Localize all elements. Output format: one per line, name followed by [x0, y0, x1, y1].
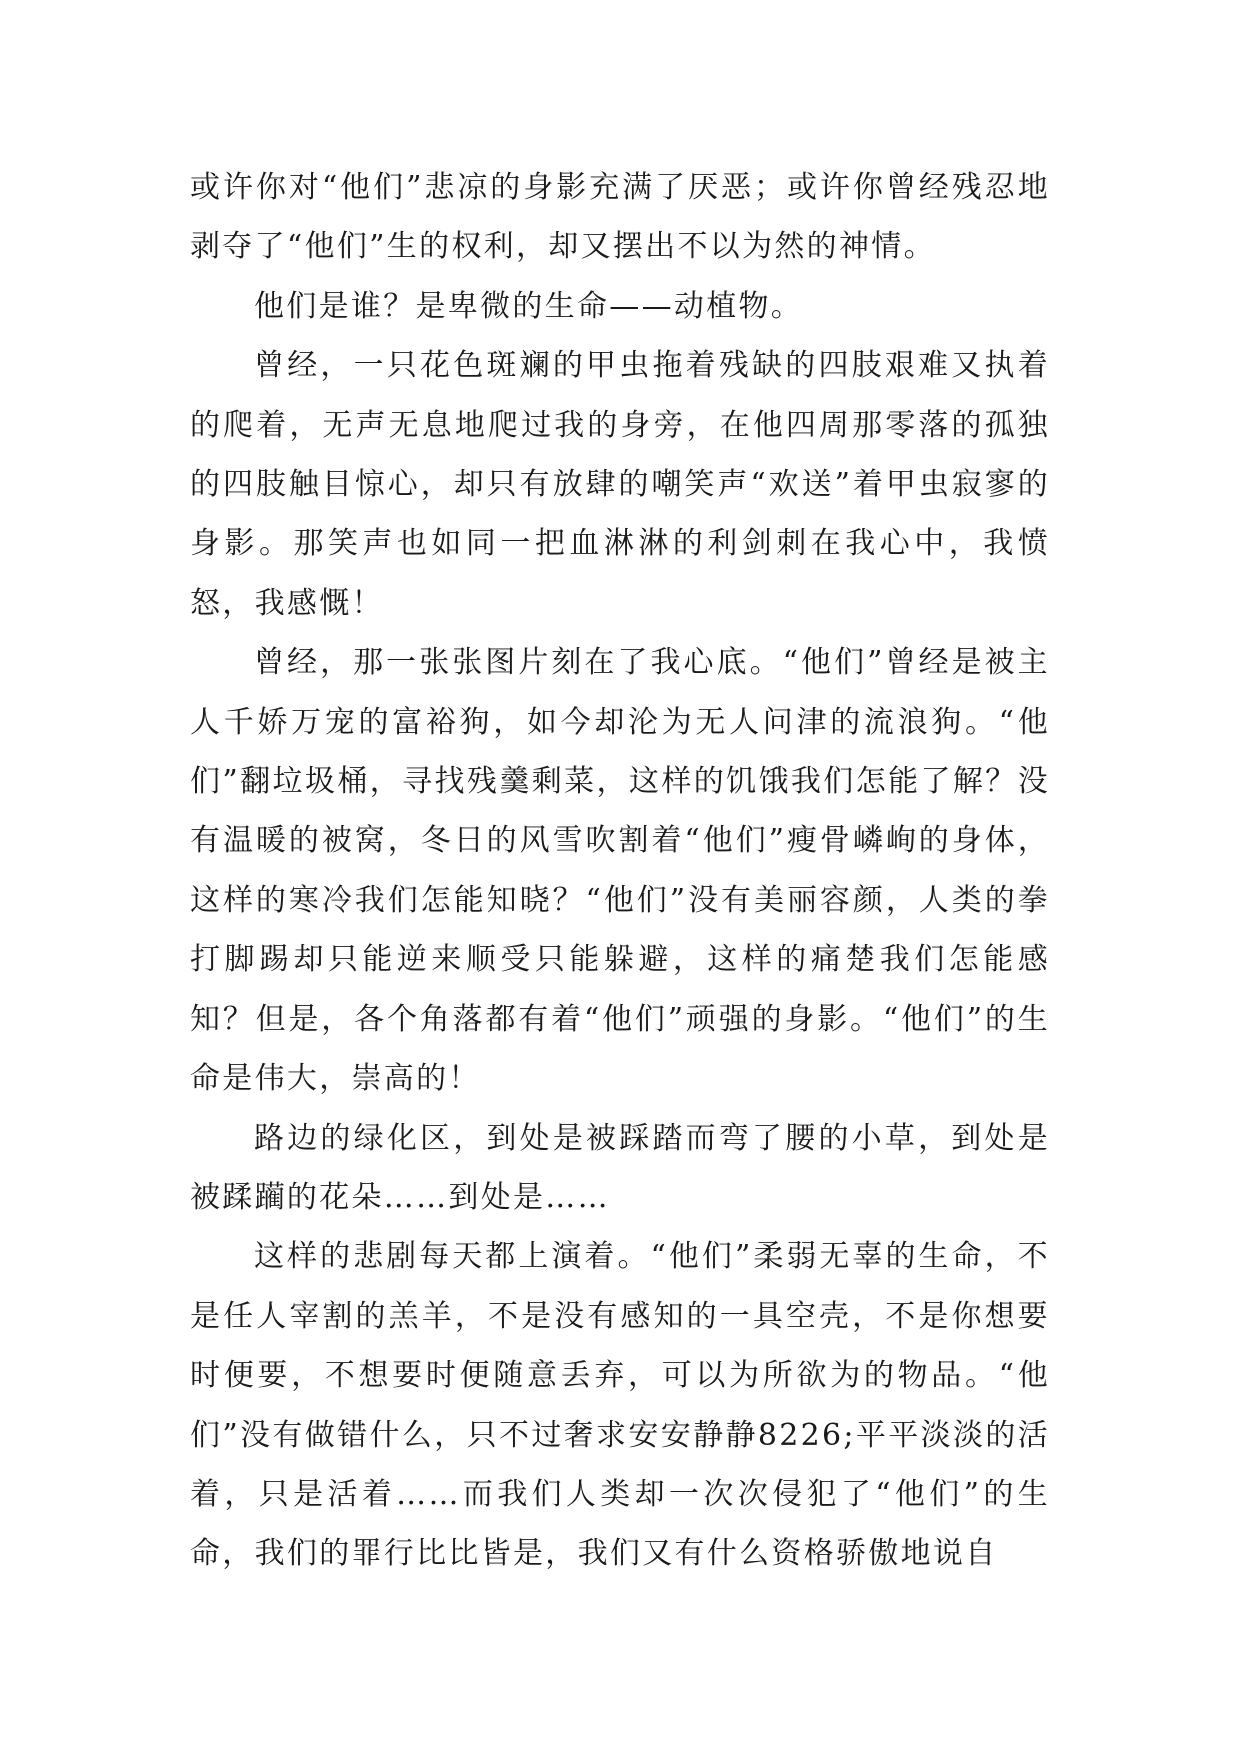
paragraph: 他们是谁？是卑微的生命——动植物。: [254, 288, 804, 324]
paragraph: 路边的绿化区，到处是被踩踏而弯了腰的小草，到处是被蹂躏的花朵……到处是……: [190, 1120, 1050, 1215]
paragraph: 这样的悲剧每天都上演着。“他们”柔弱无辜的生命，不是任人宰割的羔羊，不是没有感知的一具空壳，不是你想要时便要，不想要时便随意丢弃，可以为所欲为的物品。“他们”没有做错什么，只不过奢求安安静静8226;平平淡淡的活着，只是活着……而我们人类却一次次侵犯了“他们”的生命，我们的罪行比比皆是，我们又有什么资格骄傲地说自: [190, 1239, 1050, 1572]
paragraph: 或许你对“他们”悲凉的身影充满了厌恶；或许你曾经残忍地剥夺了“他们”生的权利，却又摆出不以为然的神情。: [190, 170, 1050, 265]
document-body: [190, 158, 1050, 1584]
paragraph: 曾经，那一张张图片刻在了我心底。“他们”曾经是被主人千娇万宠的富裕狗，如今却沦为无人问津的流浪狗。“他们”翻垃圾桶，寻找残羹剩菜，这样的饥饿我们怎能了解？没有温暖的被窝，冬日的风雪吹割着“他们”瘦骨嶙峋的身体，这样的寒冷我们怎能知晓？“他们”没有美丽容颜，人类的拳打脚踢却只能逆来顺受只能躲避，这样的痛楚我们怎能感知？但是，各个角落都有着“他们”顽强的身影。“他们”的生命是伟大，崇高的！: [190, 645, 1050, 1097]
paragraph: 曾经，一只花色斑斓的甲虫拖着残缺的四肢艰难又执着的爬着，无声无息地爬过我的身旁，在他四周那零落的孤独的四肢触目惊心，却只有放肆的嘲笑声“欢送”着甲虫寂寥的身影。那笑声也如同一把血淋淋的利剑刺在我心中，我愤怒，我感慨！: [190, 348, 1050, 621]
